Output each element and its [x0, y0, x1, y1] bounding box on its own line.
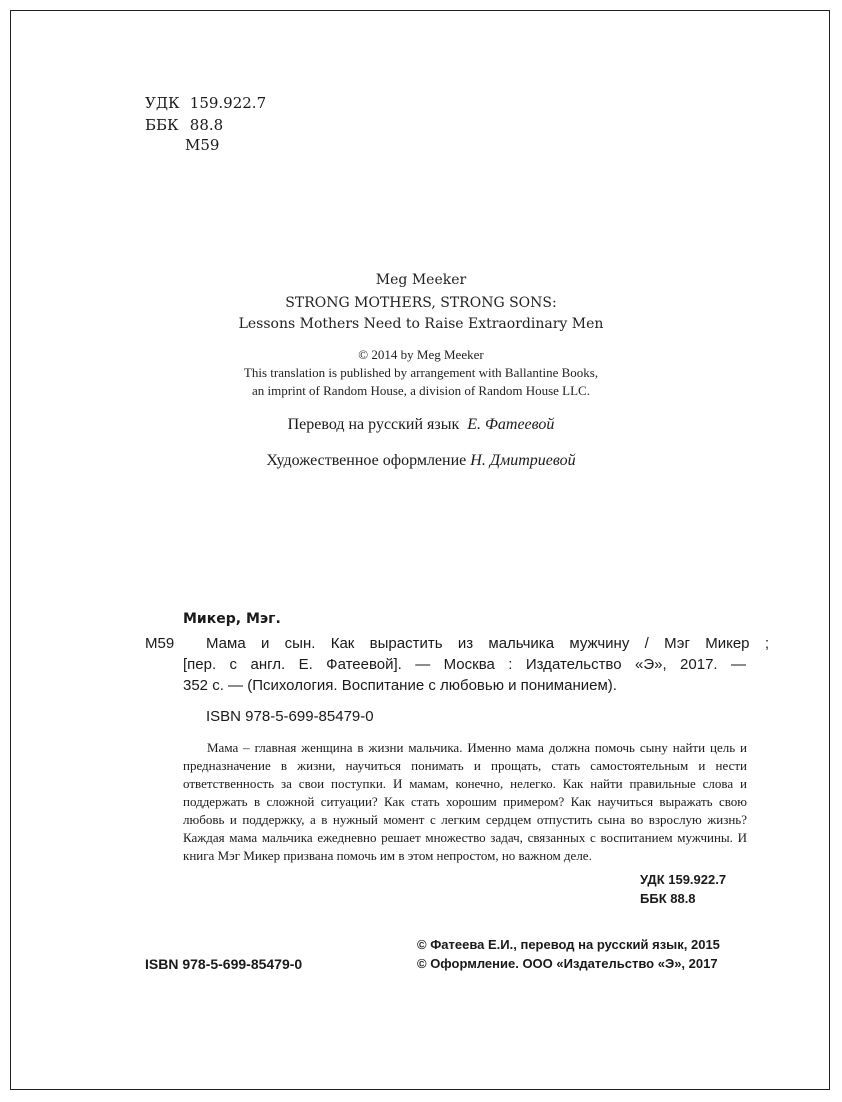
- footer-isbn: ISBN 978-5-699-85479-0: [145, 956, 303, 972]
- footer-bbk: ББК 88.8: [640, 891, 696, 906]
- annotation: [183, 739, 747, 865]
- author-mark: М59: [185, 136, 220, 154]
- original-title: STRONG MOTHERS, STRONG SONS:: [285, 295, 557, 311]
- license-line-2: an imprint of Random House, a division of Random House LLC.: [252, 383, 590, 398]
- page-border: [10, 10, 830, 1090]
- udk-value: 159.922.7: [189, 94, 267, 112]
- udk-label: УДК: [145, 94, 180, 112]
- designer-name: Н. Дмитриевой: [470, 452, 576, 469]
- translation-label: Перевод на русский язык: [287, 416, 460, 433]
- annotation-text: Мама – главная женщина в жизни мальчика. Именно мама должна помочь сыну найти цель и предназначение в жизни, научиться понимать и прощать, стать самостоятельным и нести ответственность за свои поступки. И мамам, конечно, нелегко. Как найти правильные слова и поддержать в сложной ситуации? Как стать хорошим примером? Как научиться выражать свою любовь и поддержку, а в нужный момент с легким сердцем отпустить сына во взрослую жизнь? Каждая мама мальчика ежедневно решает множество задач, связанных с воспитанием мужчины. И книга Мэг Микер призвана помочь им в этом непростом, но важном деле.: [183, 740, 747, 863]
- catalog-author-heading: Микер, Мэг.: [183, 611, 281, 627]
- catalog-isbn: ISBN 978-5-699-85479-0: [206, 708, 374, 725]
- translator-name: Е. Фатеевой: [467, 416, 555, 433]
- design-credit: [0, 452, 842, 470]
- footer-udk: УДК 159.922.7: [640, 872, 727, 887]
- footer-copyright-1: © Фатеева Е.И., перевод на русский язык, 2015: [417, 937, 720, 952]
- original-subtitle: Lessons Mothers Need to Raise Extraordinary Men: [238, 316, 604, 332]
- translation-credit: [0, 416, 842, 434]
- bbk-line: [145, 114, 223, 136]
- catalog-line-2: [пер. с англ. Е. Фатеевой]. — Москва : Издательство «Э», 2017. —: [183, 656, 746, 673]
- catalog-line-3: 352 с. — (Психология. Воспитание с любовью и пониманием).: [183, 677, 617, 694]
- catalog-mark: М59: [145, 635, 175, 652]
- original-copyright: © 2014 by Meg Meeker: [358, 347, 484, 362]
- original-author: Meg Meeker: [375, 272, 467, 288]
- bbk-label: ББК: [145, 116, 179, 134]
- license-line-1: This translation is published by arrangement with Ballantine Books,: [243, 365, 599, 380]
- bbk-value: 88.8: [189, 116, 224, 134]
- design-label: Художественное оформление: [266, 452, 467, 469]
- catalog-line-1: Мама и сын. Как вырастить из мальчика мужчину / Мэг Микер ;: [206, 635, 769, 652]
- footer-copyright-2: © Оформление. ООО «Издательство «Э», 2017: [417, 956, 718, 971]
- udk-line: [145, 92, 266, 114]
